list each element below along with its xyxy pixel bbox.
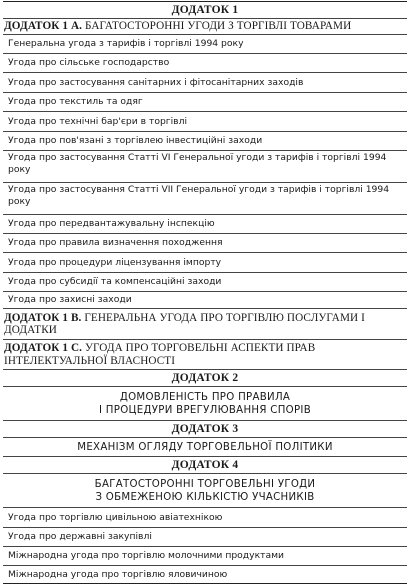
list-item <box>3 292 407 309</box>
annex1-heading <box>3 2 407 19</box>
annex4-heading-text: ДОДАТОК 4 <box>171 459 239 471</box>
annex1b-label: ДОДАТОК 1 В. <box>4 311 82 324</box>
list-item-text: Угода про торгівлю цивільною авіатехнікою <box>8 511 223 523</box>
annex4-heading <box>3 457 407 474</box>
list-item <box>3 215 407 234</box>
annex1a-header <box>3 19 407 35</box>
list-item <box>3 132 407 151</box>
list-item <box>3 35 407 54</box>
annex4-title-line1: БАГАТОСТОРОННІ ТОРГОВЕЛЬНІ УГОДИ <box>94 478 316 490</box>
annex-table <box>3 1 407 584</box>
annex3-heading <box>3 421 407 438</box>
annex3-title <box>3 438 407 457</box>
annex1-heading-text: ДОДАТОК 1 <box>171 4 239 16</box>
list-item-text: Угода про правила визначення походження <box>8 237 223 249</box>
annex1c-label: ДОДАТОК 1 С. <box>4 342 83 354</box>
annex1b-header-text <box>4 312 405 337</box>
list-item <box>3 151 407 183</box>
list-item-text: Угода про процедури ліцензування імпорту <box>8 256 222 268</box>
list-item <box>3 112 407 132</box>
list-item <box>3 183 407 215</box>
annex1a-header-text <box>4 20 351 33</box>
list-item-text: Угода про застосування Статті VII Генеральної угоди з тарифів і торгівлі 1994 року <box>8 184 390 207</box>
list-item-text: Угода про текстиль та одяг <box>8 96 143 108</box>
annex1b-title: ГЕНЕРАЛЬНА УГОДА ПРО ТОРГІВЛЮ ПОСЛУГАМИ І ДОДАТКИ <box>4 311 365 336</box>
annex4-title-line2: З ОБМЕЖЕНОЮ КІЛЬКІСТЮ УЧАСНИКІВ <box>95 491 315 503</box>
list-item-text: Угода про сільське господарство <box>8 57 170 69</box>
annex1c-header-text <box>4 342 405 367</box>
annex2-title-text <box>99 391 311 417</box>
annex1a-title: БАГАТОСТОРОННІ УГОДИ З ТОРГІВЛІ ТОВАРАМИ <box>84 20 352 33</box>
annex2-heading-text: ДОДАТОК 2 <box>171 372 239 384</box>
list-item-text: Угода про субсидії та компенсаційні заходи <box>8 276 222 288</box>
list-item <box>3 273 407 292</box>
list-item-text: Міжнародна угода про торгівлю яловичиною <box>8 568 228 580</box>
annex2-heading <box>3 370 407 387</box>
list-item <box>3 566 407 583</box>
list-item-text: Угода про державні закупівлі <box>8 531 152 543</box>
list-item <box>3 528 407 547</box>
list-item-text: Угода про передвантажувальну інспекцію <box>8 218 215 230</box>
annex1c-header <box>3 340 407 370</box>
list-item <box>3 54 407 73</box>
annex1b-header <box>3 309 407 340</box>
annex1a-label: ДОДАТОК 1 А. <box>4 20 83 33</box>
annex4-title-text <box>95 478 316 504</box>
list-item <box>3 253 407 273</box>
annex2-title-line1: ДОМОВЛЕНІСТЬ ПРО ПРАВИЛА <box>119 391 291 403</box>
list-item-text: Угода про застосування Статті VI Генеральної угоди з тарифів і торгівлі 1994 року <box>8 152 387 175</box>
list-item-text: Генеральна угода з тарифів і торгівлі 1994 року <box>8 38 244 50</box>
list-item-text: Угода про пов'язані з торгівлею інвестиційні заходи <box>8 135 263 147</box>
annex3-title-text: МЕХАНІЗМ ОГЛЯДУ ТОРГОВЕЛЬНОЇ ПОЛІТИКИ <box>77 441 333 453</box>
list-item <box>3 508 407 528</box>
annex4-title <box>3 474 407 508</box>
list-item <box>3 93 407 112</box>
annex3-heading-text: ДОДАТОК 3 <box>171 423 239 435</box>
annex2-title-line2: І ПРОЦЕДУРИ ВРЕГУЛЮВАННЯ СПОРІВ <box>98 404 312 416</box>
list-item-text: Угода про технічні бар'єри в торгівлі <box>8 115 188 127</box>
list-item <box>3 547 407 566</box>
annex1c-title: УГОДА ПРО ТОРГОВЕЛЬНІ АСПЕКТИ ПРАВ ІНТЕЛЕКТУАЛЬНОЇ ВЛАСНОСТІ <box>4 342 316 367</box>
annex2-title <box>3 387 407 421</box>
list-item <box>3 73 407 93</box>
list-item-text: Угода про застосування санітарних і фітосанітарних заходів <box>8 76 304 88</box>
list-item-text: Угода про захисні заходи <box>8 294 132 306</box>
list-item <box>3 234 407 253</box>
list-item-text: Міжнародна угода про торгівлю молочними продуктами <box>8 550 285 562</box>
